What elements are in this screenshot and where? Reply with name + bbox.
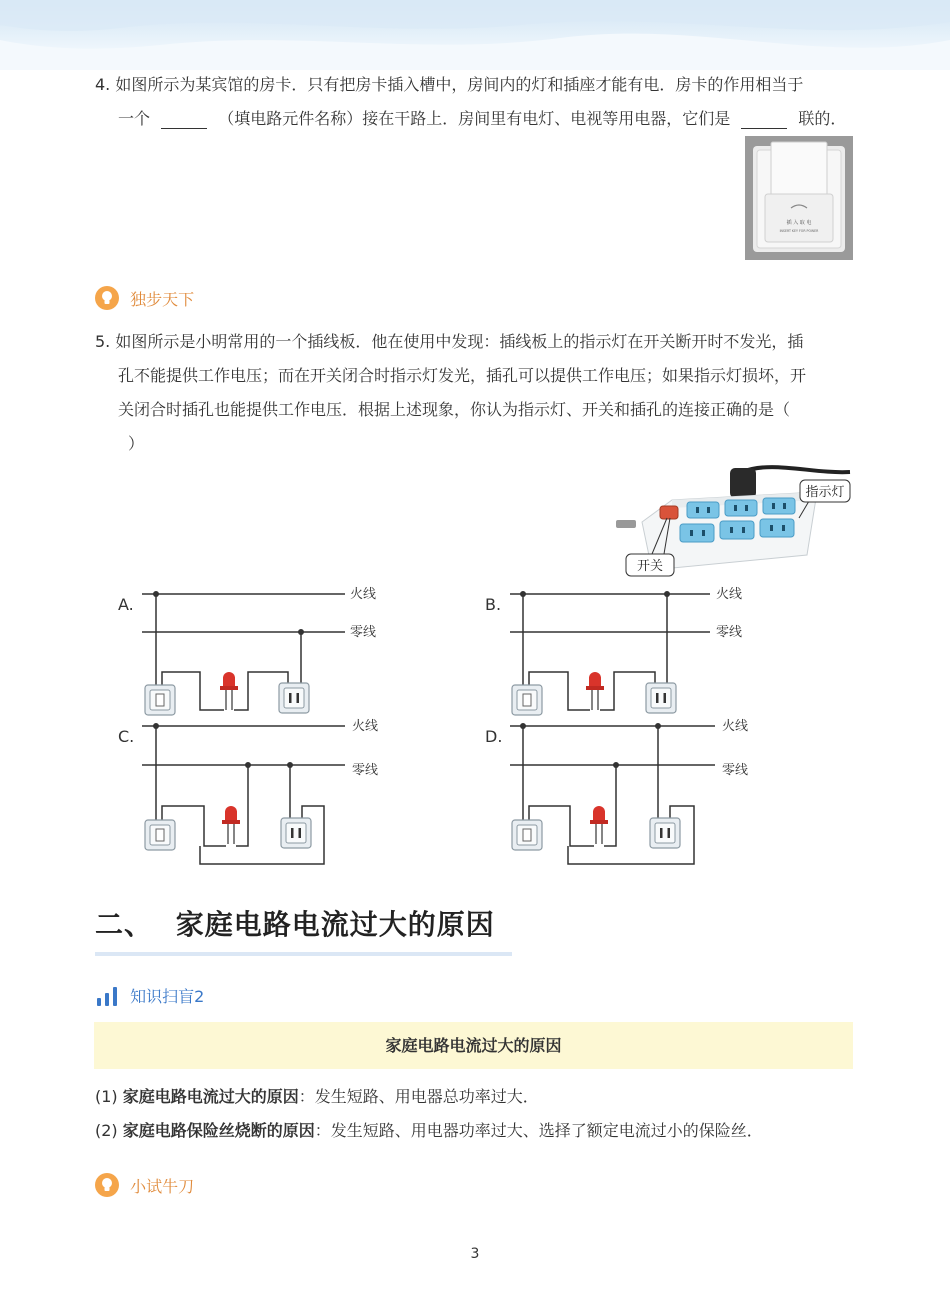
option-b-live-label: 火线 [716,587,743,602]
section-knowledge-label: 知识扫盲2 [130,987,205,1006]
summary-box-title: 家庭电路电流过大的原因 [385,1036,562,1055]
heading-underline [95,952,512,956]
circuit-options [110,580,790,870]
option-d-neutral-label: 零线 [722,763,749,778]
option-d-live-label: 火线 [722,719,749,734]
room-card-photo [745,136,853,260]
bar-chart-icon [95,985,119,1007]
indicator-label: 指示灯 [805,485,845,500]
section-heading-title: 家庭电路电流过大的原因 [175,908,495,941]
card-slot-en: INSERT KEY FOR POWER [779,229,819,233]
section-knowledge [95,984,204,1007]
question-4 [95,68,875,136]
option-b-label: B. [485,595,502,614]
header-wave [0,0,950,70]
page-number: 3 [470,1246,480,1262]
blank-2 [741,110,787,129]
point-2: (2) 家庭电路保险丝烧断的原因：发生短路、用电器功率过大、选择了额定电流过小的保险丝． [95,1121,763,1140]
lightbulb-icon [95,286,119,310]
option-a-live-label: 火线 [350,587,377,602]
option-b-neutral-label: 零线 [716,625,743,640]
option-a-label: A. [118,595,134,614]
power-strip-illustration [612,460,862,582]
option-d-label: D. [485,727,503,746]
question-5 [95,325,875,461]
option-c-neutral-label: 零线 [352,763,379,778]
option-c-label: C. [118,727,135,746]
section-xiaoshi-label: 小试牛刀 [130,1176,195,1196]
option-c-live-label: 火线 [352,719,379,734]
section-heading-num: 二、 [95,908,154,941]
section-xiaoshi [95,1173,194,1197]
switch-label: 开关 [636,559,664,574]
q5-line4: ） [128,434,145,453]
points-list [95,1080,875,1148]
q5-line3: 关闭合时插孔也能提供工作电压．根据上述现象，你认为指示灯、开关和插孔的连接正确的是（ [118,400,791,419]
card-slot-cn: 插 入 取 电 [786,220,812,226]
lightbulb-icon [95,1173,119,1197]
blank-1 [161,110,207,129]
q4-line1: 4. 如图所示为某宾馆的房卡．只有把房卡插入槽中，房间内的灯和插座才能有电．房卡的作用相当于 [95,75,804,94]
point-1: (1) 家庭电路电流过大的原因：发生短路、用电器总功率过大． [95,1087,539,1106]
option-a-neutral-label: 零线 [350,625,377,640]
q4-line2: 一个 （填电路元件名称）接在干路上．房间里有电灯、电视等用电器，它们是 联的． [118,109,847,128]
summary-box [94,1022,853,1069]
section-dubu [95,286,194,310]
section-heading-2 [95,903,495,943]
section-dubu-label: 独步天下 [130,289,195,309]
q5-line2: 孔不能提供工作电压；而在开关闭合时指示灯发光，插孔可以提供工作电压；如果指示灯损坏，开 [118,366,807,385]
q5-line1: 5. 如图所示是小明常用的一个插线板．他在使用中发现：插线板上的指示灯在开关断开时不发光，插 [95,332,804,351]
